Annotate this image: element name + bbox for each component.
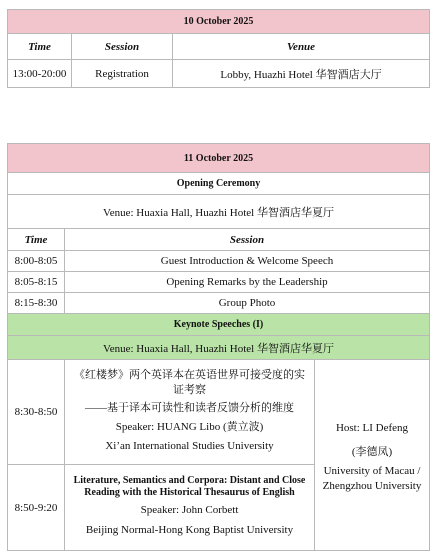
talk-details	[65, 360, 315, 465]
session-column-header: Session	[72, 34, 173, 60]
session-time: 8:00-8:05	[8, 251, 65, 272]
host-name-chinese: (李德凤)	[351, 445, 393, 458]
talk-subtitle: ——基于译本可读性和读者反馈分析的维度	[85, 401, 294, 414]
opening-time-header: Time	[8, 229, 65, 251]
session-time: 8:15-8:30	[8, 293, 65, 314]
table-row	[8, 293, 430, 314]
keynote-venue: Venue: Huaxia Hall, Huazhi Hotel 华智酒店华夏厅	[8, 336, 430, 360]
talk-time: 8:30-8:50	[8, 360, 65, 465]
opening-ceremony-title: Opening Ceremony	[8, 173, 430, 195]
talk-time: 8:50-9:20	[8, 465, 65, 551]
registration-session: Registration	[72, 60, 173, 88]
host-name: Host: LI Defeng	[335, 422, 409, 435]
talk-speaker: Speaker: HUANG Libo (黄立波)	[115, 420, 264, 433]
venue-column-header: Venue	[173, 34, 430, 60]
host-affiliation: University of Macau / Zhengzhou University	[322, 465, 422, 492]
opening-session-header: Session	[65, 229, 430, 251]
keynote-title: Keynote Speeches (I)	[8, 314, 430, 336]
session-name: Opening Remarks by the Leadership	[65, 272, 430, 293]
day1-date-header: 10 October 2025	[8, 10, 430, 34]
session-name: Group Photo	[65, 293, 430, 314]
opening-ceremony-venue: Venue: Huaxia Hall, Huazhi Hotel 华智酒店华夏厅	[8, 195, 430, 229]
talk-details	[65, 465, 315, 551]
table-row	[8, 272, 430, 293]
day2-schedule-table	[7, 143, 430, 551]
day2-date-header: 11 October 2025	[8, 144, 430, 173]
table-row	[8, 251, 430, 272]
registration-time: 13:00-20:00	[8, 60, 72, 88]
time-column-header: Time	[8, 34, 72, 60]
session-name: Guest Introduction & Welcome Speech	[65, 251, 430, 272]
talk-affiliation: Beijing Normal-Hong Kong Baptist University	[85, 523, 294, 536]
registration-venue: Lobby, Huazhi Hotel 华智酒店大厅	[173, 60, 430, 88]
day1-schedule-table	[7, 9, 430, 88]
talk-title: 《红楼梦》两个英译本在英语世界可接受度的实证考察	[74, 368, 305, 397]
talk-speaker: Speaker: John Corbett	[140, 504, 239, 517]
session-time: 8:05-8:15	[8, 272, 65, 293]
keynote-talk-row	[8, 360, 430, 465]
talk-title: Literature, Semantics and Corpora: Distant and Close Reading with the Historical Thesaurus of English	[73, 475, 306, 498]
talk-affiliation: Xi’an International Studies University	[105, 440, 274, 453]
keynote-host	[315, 360, 430, 551]
